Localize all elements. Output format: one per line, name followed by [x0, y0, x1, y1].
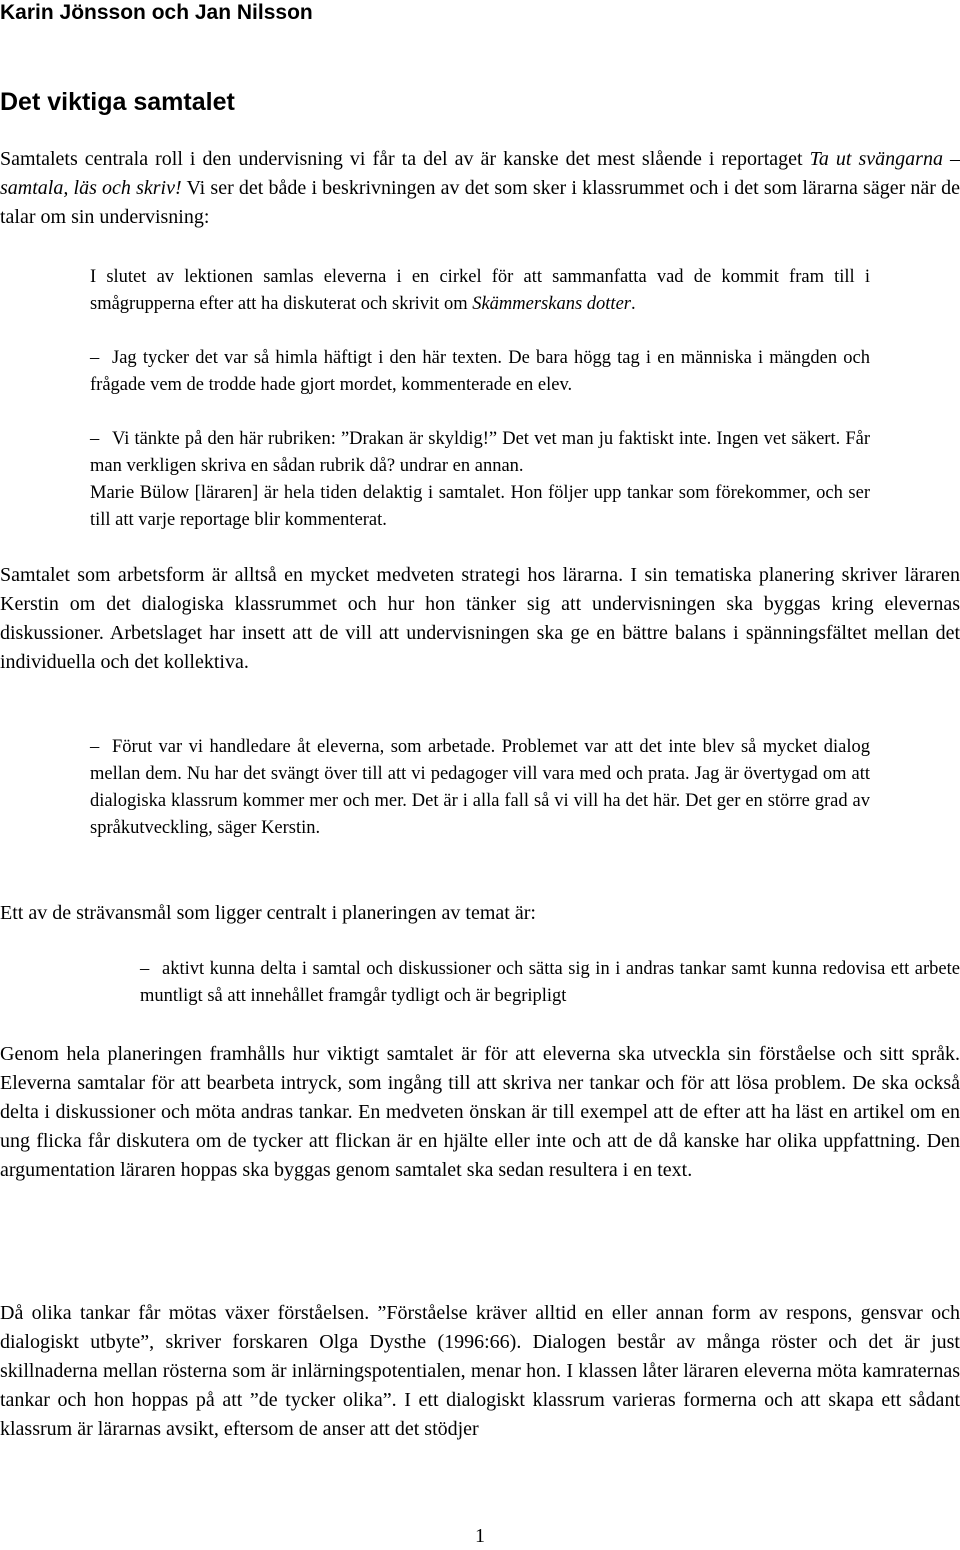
paragraph-understanding: Då olika tankar får mötas växer förståelsen. ”Förståelse kräver alltid en eller annan form av respons, gensvar och dialogiskt utbyte”, skriver forskaren Olga Dysthe (1996:66). Dialogen består av många röster och det är just skillnaderna mellan rösterna som är inlärningspotentialen, menar hon. I klassen låter läraren eleverna möta kamraternas tankar och hon hoppas på att ”de tycker olika”. I ett dialogiskt klassrum varieras formerna och att skapa ett sådant klassrum är lärarnas avsikt, eftersom de anser att det stödjer: [0, 1302, 960, 1440]
dash-marker: –: [90, 737, 100, 757]
paragraph-strategy: Samtalet som arbetsform är alltså en mycket medveten strategi hos lärarna. I sin tematiska planering skriver läraren Kerstin om det dialogiska klassrummet och hur hon tänker sig att undervisningen ska byggas kring elevernas diskussioner. Arbetslaget har insett att de vill att undervisningen ska ge en bättre balans i spänningsfältet mellan det individuella och det kollektiva.: [0, 564, 960, 673]
book-title: Skämmerskans dotter: [472, 294, 631, 314]
goal-item: – aktivt kunna delta i samtal och diskussioner och sätta sig in i andras tankar samt kunna redovisa ett arbete muntligt så att innehållet framgår tydligt och är begripligt: [140, 956, 960, 1010]
quote-kerstin: – Förut var vi handledare åt eleverna, som arbetade. Problemet var att det inte blev så mycket dialog mellan dem. Nu har det svängt över till att vi pedagoger vill vara med och prata. Jag är övertygad om att dialogiska klassrum kommer mer och mer. Det är i alla fall så vi vill ha det här. Det ger en större grad av språkutveckling, säger Kerstin.: [90, 734, 870, 842]
paragraph-planning: Genom hela planeringen framhålls hur viktigt samtalet är för att eleverna ska utveckla sin förståelse och sitt språk. Eleverna samtalar för att bearbeta intryck, som ingång till att skriva ner tankar och för att lösa problem. De ska också delta i diskussioner och möta andras tankar. En medveten önskan är till exempel att de efter att ha läst en artikel om en ung flicka får diskutera om de tycker att flickan är en hjälte eller inte och att de då kanske har olika uppfattning. Den argumentation läraren hoppas ska byggas genom samtalet ska sedan resultera i en text.: [0, 1043, 960, 1181]
article-title: Det viktiga samtalet: [0, 88, 235, 116]
dash-marker: –: [140, 959, 150, 979]
paragraph-goal-intro: Ett av de strävansmål som ligger centralt i planeringen av temat är:: [0, 902, 536, 924]
quote-lesson-summary: I slutet av lektionen samlas eleverna i en cirkel för att sammanfatta vad de kommit fram till i smågrupperna efter att ha diskuterat och skrivit om Skämmerskans dotter.: [90, 267, 870, 314]
quote-teacher-involvement: Marie Bülow [läraren] är hela tiden delaktig i samtalet. Hon följer upp tankar som förekommer, och ser till att varje reportage blir kommenterat.: [90, 483, 870, 530]
dash-marker: –: [90, 348, 100, 368]
quote-student-1: – Jag tycker det var så himla häftigt i den här texten. De bara högg tag i en människa i mängden och frågade vem de trodde hade gjort mordet, kommenterade en elev.: [90, 345, 870, 399]
dash-marker: –: [90, 429, 100, 449]
quote-student-2: – Vi tänkte på den här rubriken: ”Drakan är skyldig!” Det vet man ju faktiskt inte. Ingen vet säkert. Får man verkligen skriva en sådan rubrik då? undrar en annan.: [90, 426, 870, 480]
running-header-authors: Karin Jönsson och Jan Nilsson: [0, 1, 313, 24]
reportage-title: Ta ut svängarna – samtala, läs och skriv!: [0, 148, 960, 199]
paragraph-intro: Samtalets centrala roll i den undervisning vi får ta del av är kanske det mest slående i reportaget Ta ut svängarna – samtala, läs och skriv! Vi ser det både i beskrivningen av det som sker i klassrummet och i det som lärarna säger när de talar om sin undervisning:: [0, 148, 960, 228]
page-number: 1: [475, 1525, 485, 1547]
